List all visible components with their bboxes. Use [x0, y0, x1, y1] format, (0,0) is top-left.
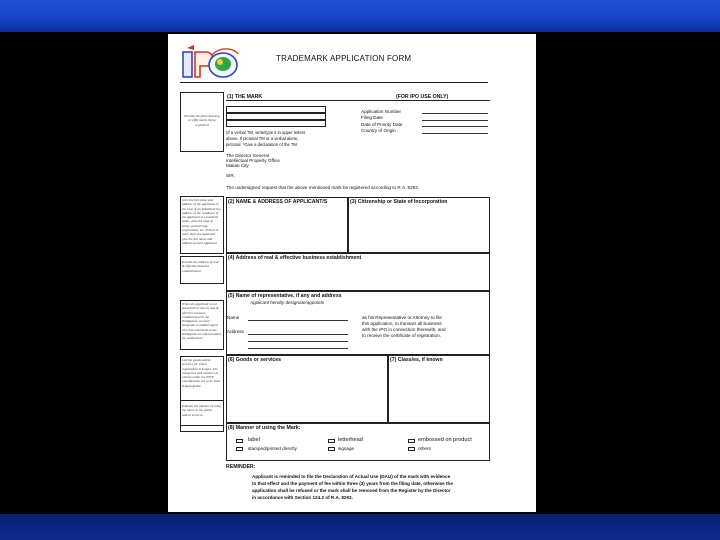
representative-name-line — [248, 320, 348, 321]
filing-date-label: Filing Date — [361, 115, 383, 120]
section-1-rule — [226, 100, 490, 101]
section-2-title: (2) NAME & ADDRESS OF APPLICANT/S — [228, 199, 328, 205]
reminder-line-2: to that effect and the payment of fee within three (3) years from the filing date, otherwise the — [252, 481, 453, 486]
section-6-box — [226, 355, 388, 423]
signage-checkbox[interactable] — [328, 447, 335, 451]
label-option: label — [248, 437, 260, 443]
reminder-title: REMINDER: — [226, 464, 256, 470]
representative-address-line-1 — [248, 334, 348, 335]
stamped-option: stamped/printed directly — [248, 446, 297, 451]
section-2-box — [226, 197, 348, 253]
salutation: SIR, — [226, 173, 235, 178]
mark-line-2 — [226, 113, 326, 120]
section-3-box — [348, 197, 490, 253]
representative-address-line-3 — [248, 348, 348, 349]
section-5-subtitle: Applicant hereby designate/appoints — [250, 300, 325, 305]
country-origin-label: Country of Origin — [361, 128, 396, 133]
section-7-title: (7) Class/es, if known — [390, 357, 443, 363]
country-origin-line — [422, 133, 488, 134]
mark-line-3 — [226, 120, 326, 127]
section-4-title: (4) Address of real & effective business establishment — [228, 255, 362, 261]
section-1-desc-2: above. If pictorial TM or a verbal alone, — [226, 136, 299, 141]
side-note-2: Give the full name and address of the applicant, in the case of an individual the address of the residence. If the applicant is a juridical entity, state the kind of entity: partnership, corporation, etc. If there is more than one applicant, give the full name and address of each applicant — [182, 198, 221, 245]
others-checkbox[interactable] — [408, 447, 415, 451]
addressee-line-2: Intellectual Property Office — [226, 158, 280, 163]
section-1-desc-1: (If a verbal TM, write/type it in upper letters — [226, 130, 306, 135]
office-use-label: (FOR IPO USE ONLY) — [396, 94, 449, 100]
letterhead-option: letterhead — [338, 437, 363, 443]
ipo-logo — [182, 44, 242, 80]
application-number-line — [422, 113, 488, 114]
title-rule — [180, 82, 488, 83]
representative-text-1: as his Representative or Attorney to file — [362, 315, 442, 320]
representative-text-2: this application, to transact all business — [362, 321, 442, 326]
slide-bottom-bar — [0, 514, 720, 540]
reminder-line-3: application shall be refused or the mark shall be removed from the Register by the Director — [252, 488, 451, 493]
request-statement: The undersigned request that the above mentioned mark be registered according to R.A. 8293. — [226, 185, 420, 190]
priority-date-label: Date of Priority Date — [361, 122, 403, 127]
filing-date-line — [422, 120, 488, 121]
letterhead-checkbox[interactable] — [328, 439, 335, 443]
section-6-title: (6) Goods or services — [228, 357, 282, 363]
representative-address-label: Address — [227, 329, 244, 334]
section-1-title: (1) THE MARK — [227, 94, 263, 100]
addressee-line-1: The Director General — [226, 153, 269, 158]
side-note-1: Provide the plain drawing or affix marks being registered — [184, 114, 220, 127]
representative-text-3: with the IPO in connection therewith, and — [362, 327, 446, 332]
stamped-checkbox[interactable] — [236, 447, 243, 451]
side-note-3: Provide the address of real & effective business establishment — [182, 260, 219, 273]
representative-text-4: to receive the certificate of registration. — [362, 333, 441, 338]
trademark-form-page — [168, 34, 536, 512]
mark-line-1 — [226, 106, 326, 113]
label-checkbox[interactable] — [236, 439, 243, 443]
others-option: others — [418, 446, 431, 451]
side-note-5: List the goods and/or services for which registration is sought. The categories and numbers of classes under the NICE classification are to be used if appropriate — [182, 358, 220, 388]
side-note-4: When the applicant is not domiciled or has no real & effective business establishment in the Philippines, he must designate a resident agent who has a domicile in the Philippines as representative for notification — [182, 302, 222, 341]
side-note-6: Indicate the manner of using the mark on the goods and/or services — [182, 404, 221, 417]
reminder-line-1: Applicant is reminded to file the Declaration of Actual Use (DAU) of the mark with evidence — [252, 474, 451, 479]
section-5-title: (5) Name of representative, if any and address — [228, 293, 342, 299]
slide-top-bar — [0, 0, 720, 32]
addressee-line-3: Makati City — [226, 163, 249, 168]
application-number-label: Application Number — [361, 109, 402, 114]
form-title: TRADEMARK APPLICATION FORM — [276, 54, 412, 63]
section-8-title: (8) Manner of using the Mark: — [228, 425, 301, 431]
embossed-checkbox[interactable] — [408, 439, 415, 443]
representative-name-label: Name — [227, 315, 240, 320]
reminder-line-4: in accordance with Section 124.2 of R.A. 8293. — [252, 495, 353, 500]
signage-option: signage — [338, 446, 355, 451]
representative-address-line-2 — [248, 341, 348, 342]
section-1-desc-3: pictorial. *Give a declaration of the TM — [226, 142, 297, 147]
section-7-box — [388, 355, 490, 423]
section-3-title: (3) Citizenship or State of Incorporation — [350, 199, 448, 205]
priority-date-line — [422, 126, 488, 127]
embossed-option: embossed on product — [418, 437, 472, 443]
